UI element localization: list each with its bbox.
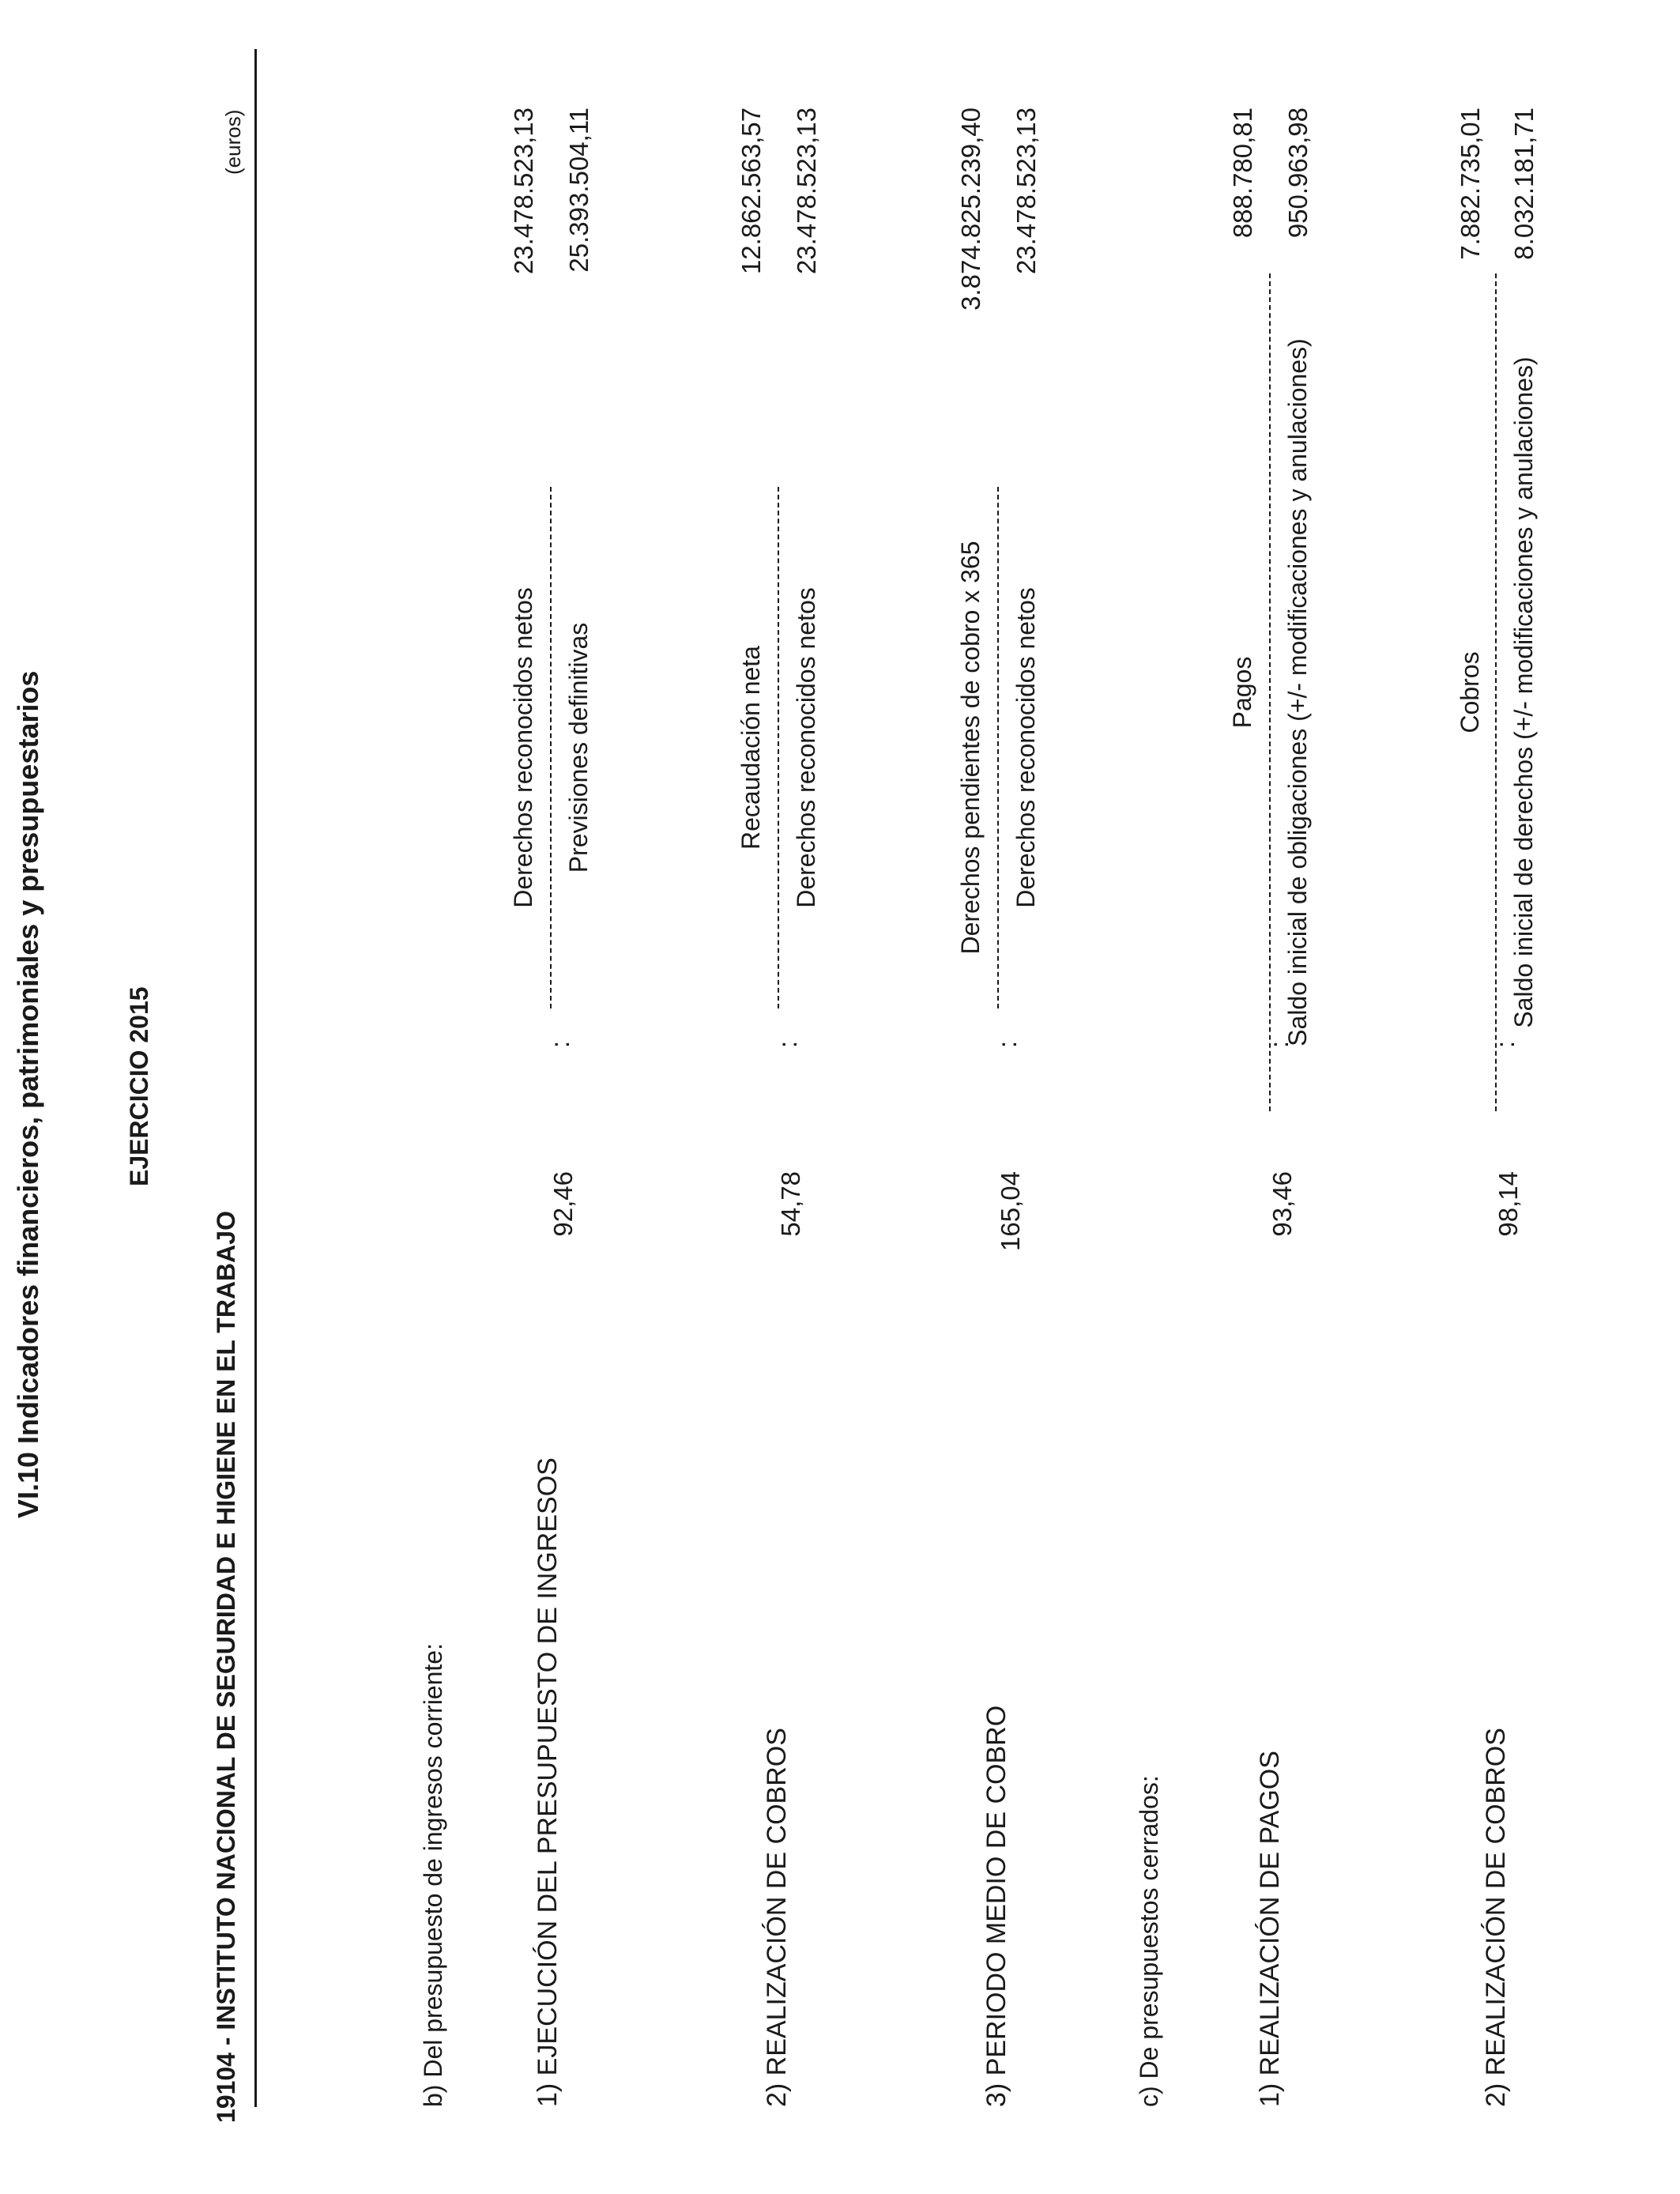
indicator-label: 3) PERIODO MEDIO DE COBRO <box>981 1705 1011 2107</box>
numerator-value: 12.862.563,57 <box>736 107 766 275</box>
denominator-value: 8.032.181,71 <box>1509 107 1539 260</box>
ratio-colon: : <box>773 1040 802 1048</box>
fraction-line <box>1269 273 1271 1111</box>
numerator-label: Pagos <box>1228 656 1256 729</box>
numerator-label: Recaudación neta <box>736 646 765 850</box>
header-rule <box>254 49 257 2107</box>
section-heading-c: c) De presupuestos cerrados: <box>1135 1775 1163 2107</box>
numerator-value: 3.874.825.239,40 <box>956 107 985 311</box>
indicator-ratio: 165,04 <box>996 1171 1025 1251</box>
denominator-value: 950.963,98 <box>1283 107 1313 239</box>
indicator-label: 2) REALIZACIÓN DE COBROS <box>1481 1728 1511 2107</box>
denominator-value: 25.393.504,11 <box>564 107 593 273</box>
numerator-label: Cobros <box>1456 651 1484 733</box>
denominator-label: Previsiones definitivas <box>564 622 593 873</box>
fraction-line <box>1495 273 1497 1111</box>
exercise-title: EJERCICIO 2015 <box>125 986 153 1186</box>
numerator-value: 7.882.735,01 <box>1456 107 1485 260</box>
section-title: VI.10 Indicadores financieros, patrimoniales y presupuestarios <box>12 670 44 1518</box>
numerator-value: 23.478.523,13 <box>509 107 538 275</box>
fraction-line <box>778 487 779 1008</box>
ratio-colon: : <box>993 1040 1022 1048</box>
indicator-ratio: 93,46 <box>1268 1171 1297 1237</box>
entity-title: 19104 - INSTITUTO NACIONAL DE SEGURIDAD E HIGIENE EN EL TRABAJO <box>212 1211 240 2123</box>
denominator-value: 23.478.523,13 <box>1011 107 1041 275</box>
fraction-line <box>997 487 999 1008</box>
denominator-label: Derechos reconocidos netos <box>1011 587 1040 908</box>
denominator-value: 23.478.523,13 <box>792 107 821 275</box>
ratio-colon: : <box>1490 1040 1520 1048</box>
ratio-colon: : <box>545 1040 574 1048</box>
ratio-colon: : <box>1264 1040 1294 1048</box>
numerator-label: Derechos pendientes de cobro x 365 <box>956 541 985 955</box>
fraction-line <box>550 487 552 1008</box>
numerator-label: Derechos reconocidos netos <box>509 587 537 908</box>
units-label: (euros) <box>221 109 245 175</box>
indicator-ratio: 98,14 <box>1494 1171 1523 1237</box>
section-heading-b: b) Del presupuesto de ingresos corriente: <box>419 1643 447 2107</box>
indicator-label: 1) REALIZACIÓN DE PAGOS <box>1255 1751 1285 2107</box>
indicator-ratio: 92,46 <box>548 1171 578 1237</box>
denominator-label: Derechos reconocidos netos <box>792 587 820 908</box>
indicator-ratio: 54,78 <box>776 1171 805 1237</box>
indicator-label: 1) EJECUCIÓN DEL PRESUPUESTO DE INGRESOS <box>533 1457 563 2107</box>
denominator-label: Saldo inicial de derechos (+/- modificaciones y anulaciones) <box>1509 356 1538 1028</box>
indicator-label: 2) REALIZACIÓN DE COBROS <box>762 1728 792 2107</box>
numerator-value: 888.780,81 <box>1228 107 1257 239</box>
denominator-label: Saldo inicial de obligaciones (+/- modificaciones y anulaciones) <box>1283 338 1312 1046</box>
